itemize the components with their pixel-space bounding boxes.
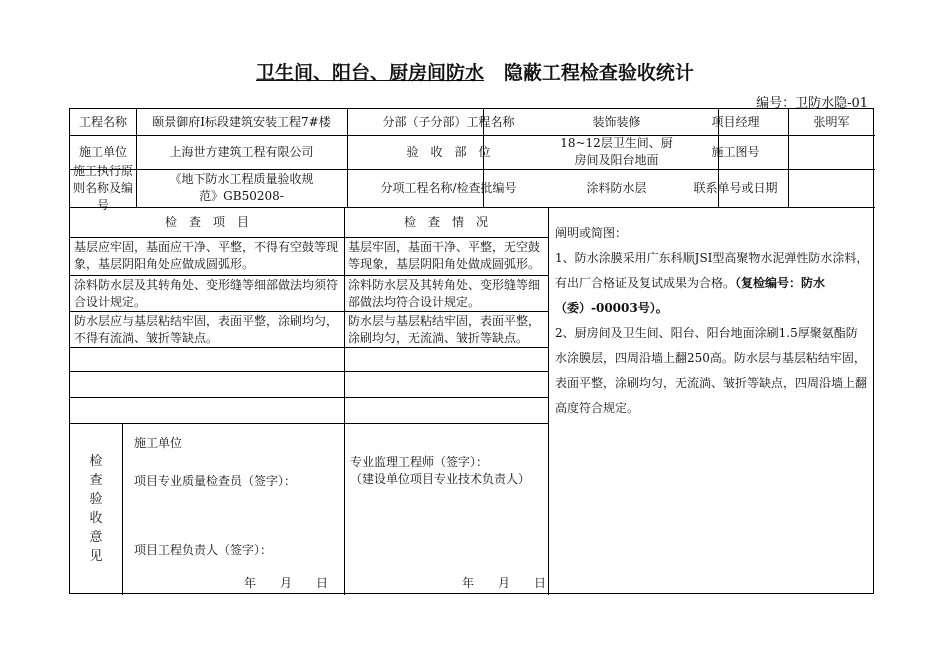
notes-paragraph-1 [555, 246, 869, 321]
owner-representative: （建设单位项目专业技术负责人） [350, 472, 531, 486]
location-value: 18~12层卫生间、厨房间及阳台地面 [560, 136, 673, 167]
manager-value: 张明军 [813, 114, 850, 129]
table-row-item [70, 397, 344, 423]
column-header-status: 检 查 情 况 [403, 214, 488, 229]
notes-paragraph-1-bold: （复检编号：防水（委）-00003号）。 [555, 276, 826, 315]
title-underlined: 卫生间、阳台、厨房间防水 [256, 62, 485, 84]
contact-label: 联系单号或日期 [693, 180, 778, 195]
quality-inspector-signature: 项目专业质量检查员（签字）： [134, 474, 297, 488]
division-value: 装饰装修 [592, 114, 641, 129]
subitem-value: 涂料防水层 [586, 180, 647, 195]
contractor-label: 施工单位 [78, 144, 127, 159]
standard-value: 《地下防水工程质量验收规范》GB50208- [169, 172, 314, 203]
opinion-label: 检查验收意见 [89, 454, 103, 564]
project-name-label: 工程名称 [78, 114, 127, 129]
table-row-item: 基层应牢固，基面应干净、平整，不得有空鼓等现象，基层阴阳角处应做成圆弧形。 [74, 240, 339, 271]
table-row-item: 防水层应与基层粘结牢固，表面平整，涂刷均匀，不得有流淌、皱折等缺点。 [74, 314, 339, 345]
division-label: 分部（子分部）工程名称 [382, 114, 515, 129]
table-row-item [70, 371, 344, 397]
table-row-status [344, 347, 548, 371]
inspection-form [69, 108, 874, 594]
drawing-label: 施工图号 [711, 144, 760, 159]
project-name-value: 颐景御府Ⅰ标段建筑安装工程7#楼 [152, 114, 331, 129]
table-row-status: 基层牢固，基面干净、平整，无空鼓等现象，基层阴阳角处做成圆弧形。 [348, 240, 541, 271]
column-header-item: 检 查 项 目 [164, 214, 249, 229]
table-row-item: 涂料防水层及其转角处、变形缝等细部做法均须符合设计规定。 [74, 278, 339, 309]
notes-panel [548, 207, 875, 595]
table-row-status: 涂料防水层及其转角处、变形缝等细部做法均符合设计规定。 [348, 278, 541, 309]
table-row-status [344, 371, 548, 397]
document-number: 编号：卫防水隐-01 [756, 96, 868, 111]
date-right: 年 月 日 [462, 576, 547, 590]
title-rest: 隐蔽工程检查验收统计 [503, 62, 694, 84]
drawing-value [788, 135, 875, 169]
notes-paragraph-2: 2、厨房间及卫生间、阳台、阳台地面涂刷1.5厚聚氨酯防水涂膜层，四周沿墙上翻250高。防水层与基层粘结牢固，表面平整，涂刷均匀，无流淌、皱折等缺点，四周沿墙上翻高度符合规定。 [555, 326, 868, 415]
notes-heading: 阐明或简图： [555, 226, 628, 240]
table-row-item [70, 347, 344, 371]
page-title [0, 58, 950, 85]
contact-value [788, 169, 875, 207]
supervisor-signature: 专业监理工程师（签字）： [350, 455, 489, 469]
table-row-status [344, 397, 548, 423]
date-left: 年 月 日 [244, 576, 329, 590]
subitem-label: 分项工程名称/检查批编号 [380, 180, 517, 195]
location-label: 验 收 部 位 [406, 144, 491, 159]
contractor-value: 上海世方建筑工程有限公司 [169, 144, 314, 159]
standard-label: 施工执行原则名称及编号 [72, 163, 133, 212]
project-leader-signature: 项目工程负责人（签字）： [134, 543, 273, 557]
table-row-status: 防水层与基层粘结牢固，表面平整，涂刷均匀，无流淌、皱折等缺点。 [348, 314, 541, 345]
contractor-unit-label: 施工单位 [134, 436, 183, 450]
manager-label: 项目经理 [711, 114, 760, 129]
notes-paragraph-1-text: 1、防水涂膜采用广东科顺JSⅠ型高聚物水泥弹性防水涂料，有出厂合格证及复试成果为合格。 [555, 251, 869, 290]
